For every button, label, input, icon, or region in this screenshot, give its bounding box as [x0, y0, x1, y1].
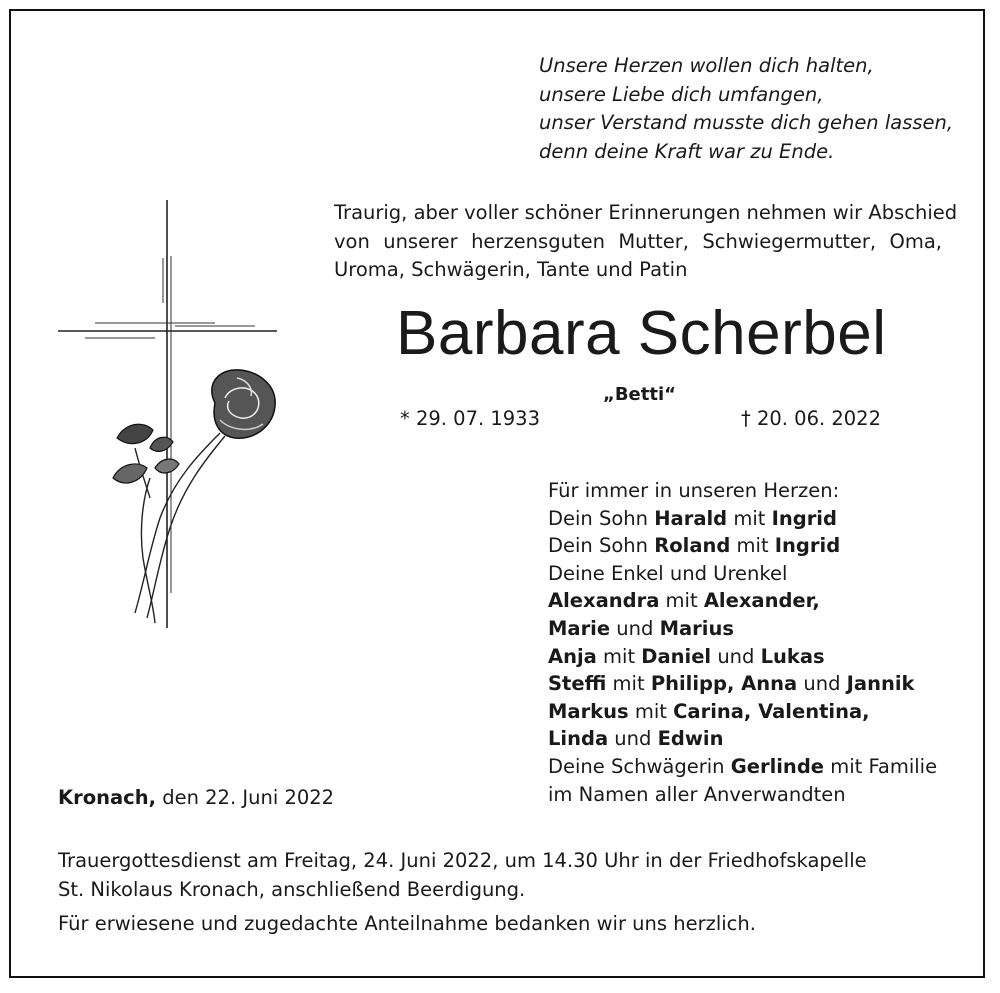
family-line: Dein Sohn Roland mit Ingrid — [548, 534, 841, 558]
family-line: Marie und Marius — [548, 616, 734, 640]
family-line: Dein Sohn Harald mit Ingrid — [548, 506, 837, 530]
poem-line: denn deine Kraft war zu Ende. — [539, 139, 835, 163]
intro-line: Traurig, aber voller schöner Erinnerungen nehmen wir Abschied — [334, 201, 958, 224]
family-heading: Für immer in unseren Herzen: — [548, 479, 840, 502]
thanks-text: Für erwiesene und zugedachte Anteilnahme bedanken wir uns herzlich. — [58, 912, 756, 935]
place-date — [58, 786, 334, 809]
intro-line: Uroma, Schwägerin, Tante und Patin — [334, 258, 688, 281]
family-line: Deine Enkel und Urenkel — [548, 561, 788, 585]
poem — [539, 52, 953, 166]
family-line: Linda und Edwin — [548, 727, 724, 751]
family-closing: im Namen aller Anverwandten — [548, 782, 846, 806]
deceased-nickname: „Betti“ — [603, 384, 676, 405]
family-line: Steffi mit Philipp, Anna und Jannik — [548, 672, 915, 696]
place: Kronach, — [58, 786, 157, 809]
service-line: Trauergottesdienst am Freitag, 24. Juni 2022, um 14.30 Uhr in der Friedhofskapelle — [58, 849, 867, 872]
family-line: Alexandra mit Alexander, — [548, 589, 820, 613]
service-info — [58, 847, 867, 904]
deceased-name: Barbara Scherbel — [396, 299, 887, 368]
intro-line: von unserer herzensguten Mutter, Schwiegermutter, Oma, — [334, 229, 942, 253]
poem-line: unser Verstand musste dich gehen lassen, — [539, 111, 954, 134]
poem-line: Unsere Herzen wollen dich halten, — [539, 54, 874, 77]
family-line: Markus mit Carina, Valentina, — [548, 699, 870, 723]
date: den 22. Juni 2022 — [156, 786, 335, 809]
poem-line: unsere Liebe dich umfangen, — [539, 82, 824, 106]
birth-date: * 29. 07. 1933 — [400, 407, 540, 430]
family-line: Deine Schwägerin Gerlinde mit Familie — [548, 754, 938, 778]
family-list — [548, 477, 937, 808]
intro-text — [334, 199, 958, 285]
family-line: Anja mit Daniel und Lukas — [548, 644, 825, 668]
death-date: † 20. 06. 2022 — [741, 407, 881, 430]
service-line: St. Nikolaus Kronach, anschließend Beerdigung. — [58, 877, 526, 901]
cross-with-rose-icon — [55, 198, 285, 633]
